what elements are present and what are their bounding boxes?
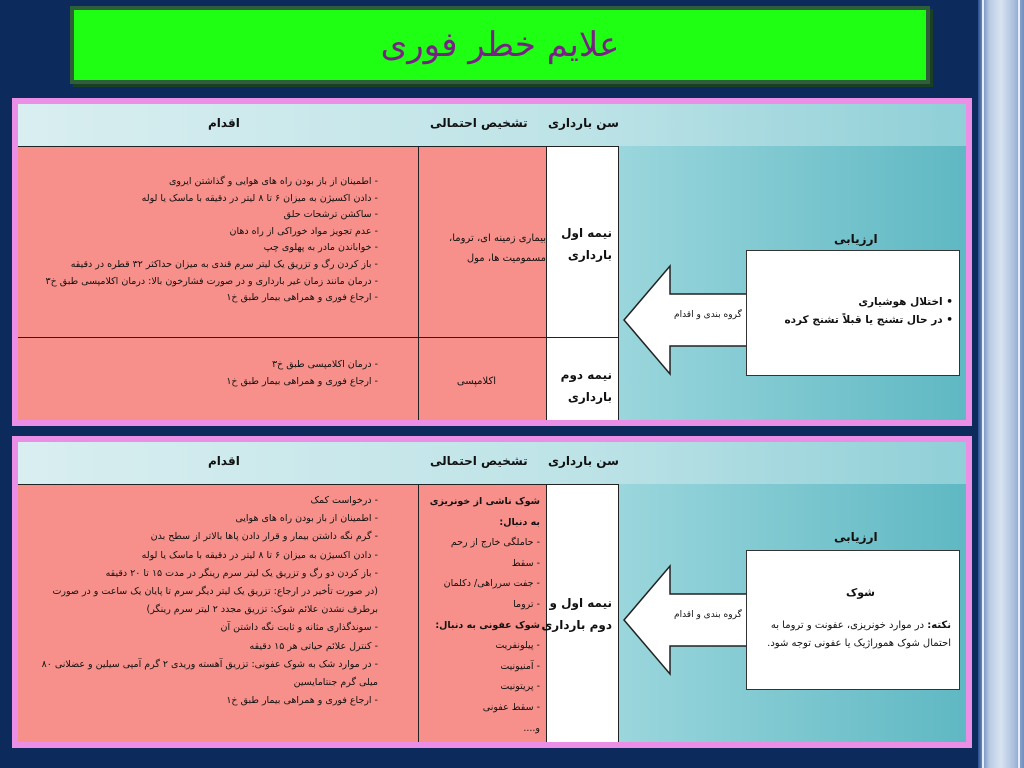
- table1-row-divider: [18, 337, 619, 338]
- action-line: - دادن اکسیژن به میزان ۶ تا ۸ لیتر در دقیقه با ماسک یا لوله: [141, 192, 378, 204]
- action-line: - باز کردن رگ و تزریق یک لیتر سرم قندی به میزان حداکثر ۳۲ قطره در دقیقه: [70, 258, 378, 270]
- diagnosis-line: بیماری زمینه ای، تروما،: [449, 233, 546, 244]
- border-line: [982, 0, 984, 768]
- table1-frame: [18, 104, 966, 420]
- age-line: نیمه دوم: [560, 368, 612, 382]
- table1-row1-actions: [46, 174, 378, 307]
- diagnosis-line: - پیلونفریت: [495, 640, 540, 652]
- table1-arrow-label: گروه بندی و اقدام: [674, 310, 742, 320]
- note-label: نکته:: [927, 620, 951, 631]
- diagnosis-line: - جفت سرراهی/ دکلمان: [443, 578, 540, 590]
- action-line: - درخواست کمک: [310, 495, 378, 506]
- assessment-item: • اختلال هوشیاری: [858, 296, 953, 308]
- table2-frame: [18, 442, 966, 742]
- slide-title-box: [70, 6, 930, 84]
- header-age: سن بارداری: [548, 116, 619, 130]
- diagnosis-line: شوک ناشی از خونریزی: [429, 496, 540, 507]
- table1-row1-diagnosis: [449, 229, 546, 269]
- assessment-item: • در حال تشنج یا قبلاً تشنج کرده: [784, 314, 953, 326]
- diagnosis-line: شوک عفونی به دنبال:: [435, 619, 540, 631]
- age-line: بارداری: [567, 248, 612, 262]
- diagnosis-line: و....: [523, 722, 540, 734]
- table2-actions: [42, 492, 378, 710]
- action-line: - گرم نگه داشتن بیمار و قرار دادن پاها بالاتر از سطح بدن: [150, 531, 378, 543]
- table2-assessment-box: [746, 550, 960, 690]
- diagnosis-line: - سقط: [511, 557, 540, 569]
- diagnosis-line: به دنبال:: [499, 516, 540, 528]
- diagnosis-line: اکلامپسی: [456, 376, 496, 387]
- action-line: (در صورت تأخیر در ارجاع: تزریق یک لیتر دیگر سرم تا پایان یک ساعت و در صورت: [52, 586, 378, 598]
- left-arrow-icon: [622, 262, 754, 378]
- table1-row1-age: [561, 222, 612, 266]
- diagnosis-line: مسمومیت ها، مول: [466, 253, 546, 264]
- table2-header-rule: [18, 484, 619, 485]
- action-line: - اطمینان از باز بودن راه های هوایی و گذاشتن ایروی: [168, 176, 378, 187]
- action-line: - دادن اکسیژن به میزان ۶ تا ۸ لیتر در دقیقه با ماسک یا لوله: [141, 549, 378, 561]
- table1-row2-actions: [226, 357, 378, 390]
- table2-assessment-label: ارزیابی: [834, 530, 878, 544]
- table1-header: [18, 104, 966, 146]
- action-line: - ارجاع فوری و همراهی بیمار طبق خ۱: [226, 292, 378, 304]
- age-line: نیمه اول: [561, 226, 612, 240]
- action-line: - عدم تجویز مواد خوراکی از راه دهان: [229, 225, 378, 237]
- border-line: [1018, 0, 1020, 768]
- action-line: برطرف نشدن علائم شوک: تزریق مجدد ۲ لیتر سرم رینگر): [146, 604, 378, 616]
- action-line: - اطمینان از باز بودن راه های هوایی: [235, 513, 378, 525]
- age-line: بارداری: [567, 390, 612, 404]
- action-line: - خواباندن مادر به پهلوی چپ: [263, 242, 378, 254]
- note-line: احتمال شوک هموراژیک یا عفونی توجه شود.: [767, 638, 951, 649]
- assessment-note: [767, 617, 951, 653]
- slide-right-border: [978, 0, 1024, 768]
- table2-panel: [12, 436, 972, 748]
- table2-age: [541, 592, 612, 636]
- header-diagnosis: تشخیص احتمالی: [430, 454, 528, 468]
- header-action: اقدام: [208, 116, 240, 130]
- diagnosis-line: - سقط عفونی: [482, 701, 540, 713]
- action-line: - درمان مانند زمان غیر بارداری و در صورت فشارخون بالا: درمان اکلامپسی طبق خ۳: [45, 275, 378, 287]
- table1-row2-diagnosis: [457, 374, 496, 391]
- table2-header: [18, 442, 966, 484]
- table1-assessment-label: ارزیابی: [834, 232, 878, 246]
- action-line: - ارجاع فوری و همراهی بیمار طبق خ۱: [226, 695, 378, 707]
- table1-header-rule: [18, 146, 619, 147]
- table1-assessment-box: [746, 250, 960, 376]
- header-action: اقدام: [208, 454, 240, 468]
- age-line: دوم بارداری: [541, 618, 612, 632]
- diagnosis-line: - حاملگی خارج از رحم: [450, 537, 540, 549]
- age-line: نیمه اول و: [549, 596, 612, 610]
- diagnosis-line: - پریتونیت: [500, 681, 540, 693]
- table2-diagnosis: [430, 492, 540, 739]
- action-line: میلی گرم جنتامایسین: [293, 677, 378, 689]
- table1-row2-age: [561, 364, 612, 408]
- table1-panel: [12, 98, 972, 426]
- header-age: سن بارداری: [548, 454, 619, 468]
- action-line: - ساکشن ترشحات حلق: [283, 209, 378, 221]
- note-line: در موارد خونریزی، عفونت و تروما به: [770, 620, 925, 631]
- assessment-title: شوک: [846, 586, 875, 599]
- action-line: - در موارد شک به شوک عفونی: تزریق آهسته وریدی ۲ گرم آمپی سیلین و عضلانی ۸۰: [41, 658, 378, 670]
- action-line: - باز کردن دو رگ و تزریق یک لیتر سرم رینگر در مدت ۱۵ تا ۲۰ دقیقه: [105, 567, 378, 579]
- table2-arrow-label: گروه بندی و اقدام: [674, 610, 742, 620]
- diagnosis-line: - آمنیونیت: [500, 660, 540, 672]
- header-diagnosis: تشخیص احتمالی: [430, 116, 528, 130]
- assessment-items: [784, 293, 953, 329]
- action-line: - ارجاع فوری و همراهی بیمار طبق خ۱: [226, 375, 378, 387]
- slide-title: علایم خطر فوری: [380, 25, 620, 65]
- action-line: - سوندگذاری مثانه و ثابت نگه داشتن آن: [220, 622, 378, 634]
- action-line: - کنترل علائم حیاتی هر ۱۵ دقیقه: [249, 640, 378, 652]
- diagnosis-line: - تروما: [513, 598, 540, 610]
- action-line: - درمان اکلامپسی طبق خ۳: [271, 359, 378, 370]
- left-arrow-icon: [622, 562, 754, 678]
